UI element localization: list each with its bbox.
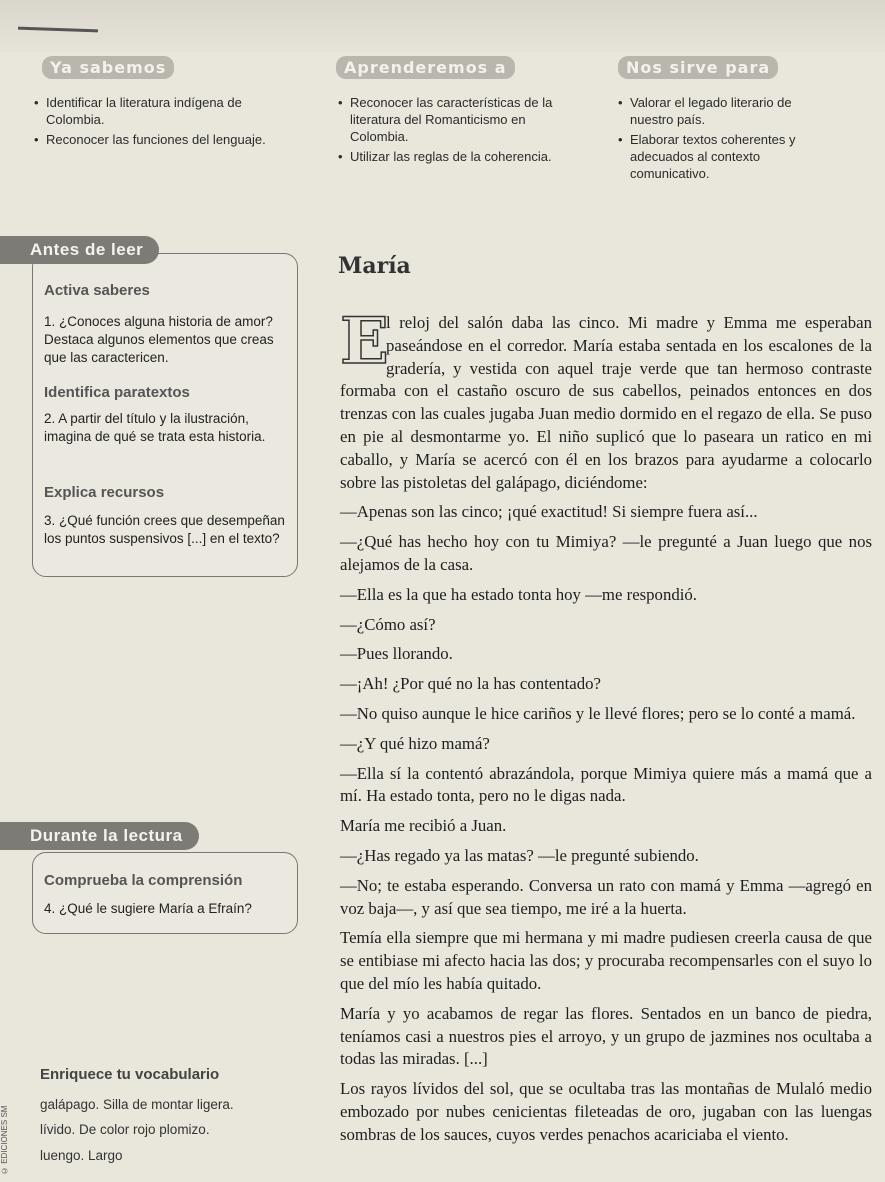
story-paragraph: —¡Ah! ¿Por qué no la has contentado? bbox=[340, 674, 601, 694]
aprenderemos-list bbox=[338, 94, 570, 168]
story-paragraph: —¿Qué has hecho hoy con tu Mimiya? —le pregunté a Juan luego que nos alejamos de la casa. bbox=[340, 532, 872, 574]
story-body bbox=[340, 304, 872, 1154]
vocabulario-heading: Enriquece tu vocabulario bbox=[40, 1066, 220, 1083]
list-item: • Identificar la literatura indígena de Colombia. bbox=[34, 94, 274, 128]
story-paragraph: —Apenas son las cinco; ¡qué exactitud! Si siempre fuera así... bbox=[340, 502, 758, 522]
story-paragraph: —Ella es la que ha estado tonta hoy —me respondió. bbox=[340, 584, 697, 604]
list-item: • Utilizar las reglas de la coherencia. bbox=[338, 148, 570, 165]
story-paragraph: —No; te estaba esperando. Conversa un rato con mamá y Emma —agregó en voz baja—, y así que sea tiempo, me iré a la huerta. bbox=[340, 875, 872, 918]
story-paragraph: —Ella sí la contentó abrazándola, porque Mimiya quiere más a mamá que a mí. Ha estado tonta, pero no le digas nada. bbox=[340, 763, 872, 806]
explica-recursos-heading: Explica recursos bbox=[44, 484, 165, 501]
aprenderemos-heading: Aprenderemos a bbox=[336, 56, 515, 79]
list-item: • Reconocer las funciones del lenguaje. bbox=[34, 131, 274, 148]
story-paragraph: Temía ella siempre que mi hermana y mi madre pudiesen creerla causa de que se entibiase mi afecto hacia las dos; y procuraba recompensarles con el suyo lo que del mío les había quitado. bbox=[340, 928, 872, 993]
durante-la-lectura-box bbox=[32, 852, 298, 934]
question-3: 3. ¿Qué función crees que desempeñan los puntos suspensivos [...] en el texto? bbox=[44, 513, 285, 546]
question-2: 2. A partir del título y la ilustración, imagina de qué se trata esta historia. bbox=[44, 411, 266, 444]
activa-saberes-heading: Activa saberes bbox=[44, 282, 150, 299]
vocab-luengo: luengo. Largo bbox=[40, 1148, 123, 1163]
durante-la-lectura-tab: Durante la lectura bbox=[0, 822, 199, 850]
antes-de-leer-tab: Antes de leer bbox=[0, 236, 159, 264]
page-top-shadow bbox=[0, 0, 885, 52]
list-item: • Elaborar textos coherentes y adecuados al contexto comunicativo. bbox=[618, 131, 818, 182]
story-paragraph: —¿Y qué hizo mamá? bbox=[340, 733, 490, 753]
story-title: María bbox=[338, 253, 411, 279]
vocab-galapago: galápago. Silla de montar ligera. bbox=[40, 1097, 234, 1112]
comprueba-comprension-heading: Comprueba la comprensión bbox=[44, 872, 243, 889]
story-paragraph: —No quiso aunque le hice cariños y le llevé flores; pero se lo conté a mamá. bbox=[340, 703, 856, 723]
question-4: 4. ¿Qué le sugiere María a Efraín? bbox=[44, 901, 252, 916]
list-item: • Valorar el legado literario de nuestro país. bbox=[618, 94, 818, 128]
identifica-paratextos-heading: Identifica paratextos bbox=[44, 384, 190, 401]
drop-cap: E bbox=[340, 304, 389, 379]
story-paragraph: —Pues llorando. bbox=[340, 644, 453, 664]
story-paragraph: María me recibió a Juan. bbox=[340, 816, 507, 836]
nos-sirve-heading: Nos sirve para bbox=[618, 56, 778, 79]
publisher-strip: © EDICIONES SM bbox=[0, 1105, 9, 1175]
story-paragraph: María y yo acabamos de regar las flores. Sentados en un banco de piedra, teníamos casi a nuestros pies el arroyo, y un grupo de jazmines nos ocultaba a todas las miradas. [...] bbox=[340, 1003, 872, 1069]
story-paragraph: —¿Has regado ya las matas? —le pregunté subiendo. bbox=[340, 845, 699, 865]
question-1: 1. ¿Conoces alguna historia de amor? Destaca algunos elementos que creas que las caractericen. bbox=[44, 314, 274, 365]
story-paragraph: Los rayos lívidos del sol, que se ocultaba tras las montañas de Mulaló medio embozado por nubes cenicientas fileteadas de oro, jugaban con las luengas sombras de los sauces, cuyos verdes penachos acariciaba el viento. bbox=[340, 1079, 872, 1144]
ya-sabemos-heading: Ya sabemos bbox=[42, 56, 174, 79]
story-paragraph: —¿Cómo así? bbox=[340, 614, 436, 634]
list-item: • Reconocer las características de la literatura del Romanticismo en Colombia. bbox=[338, 94, 570, 145]
ya-sabemos-list bbox=[34, 94, 274, 151]
nos-sirve-list bbox=[618, 94, 818, 185]
vocab-livido: lívido. De color rojo plomizo. bbox=[40, 1122, 210, 1137]
story-paragraph: E l reloj del salón daba las cinco. Mi madre y Emma me esperaban paseándose en el corredor. María estaba sentada en los escalones de la gradería, y vestida con aquel traje verde que tan hermoso contraste formaba con el castaño oscuro de sus cabellos, peinados entonces en dos trenzas con las cuales jugaba Juan medio dormido en el regazo de ella. Se puso en pie al desmontarme yo. El niño suplicó que lo paseara un ratico en mi caballo, y María se acercó con él en los brazos para ayudarme a colocarlo sobre las pistoletas del galápago, diciéndome: bbox=[340, 304, 872, 492]
